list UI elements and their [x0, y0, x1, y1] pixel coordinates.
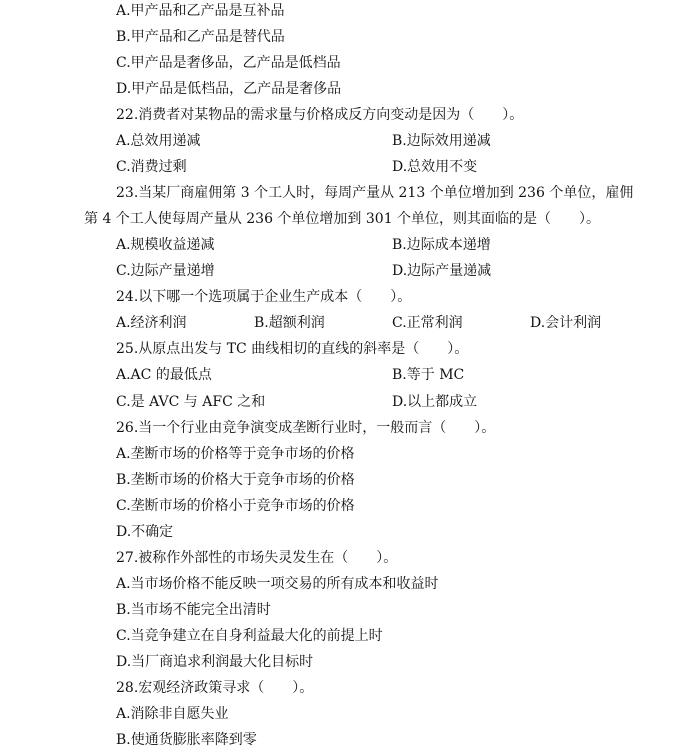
q21-option-a: A.甲产品和乙产品是互补品: [116, 3, 285, 19]
q27-option-b: B.当市场不能完全出清时: [116, 602, 271, 618]
q23-option-a: A.规模收益递减: [116, 237, 215, 253]
q27-option-c: C.当竞争建立在自身利益最大化的前提上时: [116, 628, 383, 644]
q28-option-b: B.使通货膨胀率降到零: [116, 732, 257, 748]
q23-option-b: B.边际成本递增: [392, 237, 491, 253]
q21-option-b: B.甲产品和乙产品是替代品: [116, 29, 285, 45]
q22-option-c: C.消费过剩: [116, 159, 187, 175]
q28-option-a: A.消除非自愿失业: [116, 706, 229, 722]
q26-option-b: B.垄断市场的价格大于竞争市场的价格: [116, 472, 355, 488]
q24-option-c: C.正常利润: [392, 315, 463, 331]
q25-option-c: C.是 AVC 与 AFC 之和: [116, 394, 266, 410]
q24-stem: 24.以下哪一个选项属于企业生产成本（ ）。: [116, 289, 412, 305]
q25-stem: 25.从原点出发与 TC 曲线相切的直线的斜率是（ ）。: [116, 341, 469, 357]
q25-option-b: B.等于 MC: [392, 367, 465, 383]
q26-option-d: D.不确定: [116, 524, 174, 540]
q21-option-c: C.甲产品是奢侈品，乙产品是低档品: [116, 55, 341, 71]
q22-stem: 22.消费者对某物品的需求量与价格成反方向变动是因为（ ）。: [116, 107, 524, 123]
q22-option-a: A.总效用递减: [116, 133, 201, 149]
q27-option-a: A.当市场价格不能反映一项交易的所有成本和收益时: [116, 576, 439, 592]
q23-option-d: D.边际产量递减: [392, 263, 492, 279]
q27-stem: 27.被称作外部性的市场失灵发生在（ ）。: [116, 550, 398, 566]
q23-stem-line2: 第 4 个工人使每周产量从 236 个单位增加到 301 个单位，则其面临的是（ ）。: [84, 211, 601, 227]
q26-stem: 26.当一个行业由竞争演变成垄断行业时，一般而言（ ）。: [116, 420, 496, 436]
q24-option-d: D.会计利润: [530, 315, 602, 331]
q23-option-c: C.边际产量递增: [116, 263, 215, 279]
q21-option-d: D.甲产品是低档品，乙产品是奢侈品: [116, 81, 342, 97]
q26-option-c: C.垄断市场的价格小于竞争市场的价格: [116, 498, 355, 514]
q23-stem-line1: 23.当某厂商雇佣第 3 个工人时，每周产量从 213 个单位增加到 236 个单位，雇佣: [116, 185, 634, 201]
q26-option-a: A.垄断市场的价格等于竞争市场的价格: [116, 446, 355, 462]
q24-option-a: A.经济利润: [116, 315, 187, 331]
q22-option-d: D.总效用不变: [392, 159, 478, 175]
q22-option-b: B.边际效用递减: [392, 133, 491, 149]
q28-stem: 28.宏观经济政策寻求（ ）。: [116, 680, 314, 696]
q25-option-a: A.AC 的最低点: [116, 367, 212, 383]
q24-option-b: B.超额利润: [254, 315, 325, 331]
q27-option-d: D.当厂商追求利润最大化目标时: [116, 654, 314, 670]
q25-option-d: D.以上都成立: [392, 394, 478, 410]
